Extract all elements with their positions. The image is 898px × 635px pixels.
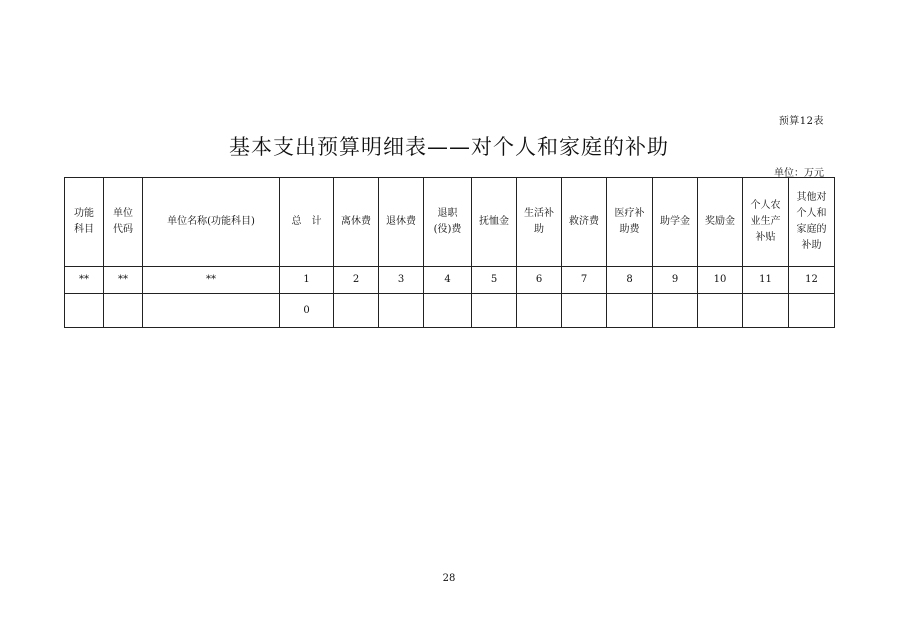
header-cell-resignation: 退职 (役)费 (424, 178, 472, 267)
page-title: 基本支出预算明细表——对个人和家庭的补助 (229, 135, 669, 159)
form-number: 预算12表 (778, 116, 824, 127)
header-cell-relief: 救济费 (562, 178, 607, 267)
data-cell (517, 294, 562, 328)
index-cell: ** (65, 267, 104, 294)
data-cell (789, 294, 835, 328)
data-cell (143, 294, 280, 328)
header-row (65, 178, 835, 267)
data-cell-total: 0 (280, 294, 334, 328)
index-cell: 12 (789, 267, 835, 294)
index-cell: 10 (698, 267, 743, 294)
data-cell (607, 294, 653, 328)
header-cell-agri-subsidy: 个人农 业生产 补贴 (743, 178, 789, 267)
index-row (65, 267, 835, 294)
index-cell: 3 (379, 267, 424, 294)
header-cell-other-subsidy: 其他对 个人和 家庭的 补助 (789, 178, 835, 267)
header-cell-living-subsidy: 生活补 助 (517, 178, 562, 267)
index-cell: ** (104, 267, 143, 294)
unit-label: 单位：万元 (774, 168, 824, 179)
header-cell-unit-code: 单位 代码 (104, 178, 143, 267)
index-cell: 1 (280, 267, 334, 294)
data-cell (472, 294, 517, 328)
index-cell: 2 (334, 267, 379, 294)
index-cell: 9 (653, 267, 698, 294)
header-cell-retirement: 退休费 (379, 178, 424, 267)
page-number: 28 (442, 573, 456, 584)
header-cell-pension: 抚恤金 (472, 178, 517, 267)
data-cell (653, 294, 698, 328)
header-cell-bonus: 奖励金 (698, 178, 743, 267)
data-cell (379, 294, 424, 328)
header-cell-total: 总 计 (280, 178, 334, 267)
header-cell-func-subject: 功能 科目 (65, 178, 104, 267)
index-cell: 7 (562, 267, 607, 294)
budget-table (64, 177, 835, 328)
header-cell-scholarship: 助学金 (653, 178, 698, 267)
index-cell: 6 (517, 267, 562, 294)
data-cell (334, 294, 379, 328)
index-cell: ** (143, 267, 280, 294)
header-cell-medical-subsidy: 医疗补 助费 (607, 178, 653, 267)
header-cell-retirement-lixiu: 离休费 (334, 178, 379, 267)
data-row (65, 294, 835, 328)
data-cell (698, 294, 743, 328)
data-cell (65, 294, 104, 328)
index-cell: 4 (424, 267, 472, 294)
data-cell (562, 294, 607, 328)
data-cell (743, 294, 789, 328)
index-cell: 11 (743, 267, 789, 294)
index-cell: 5 (472, 267, 517, 294)
data-cell (424, 294, 472, 328)
data-cell (104, 294, 143, 328)
index-cell: 8 (607, 267, 653, 294)
header-cell-unit-name: 单位名称(功能科目) (143, 178, 280, 267)
